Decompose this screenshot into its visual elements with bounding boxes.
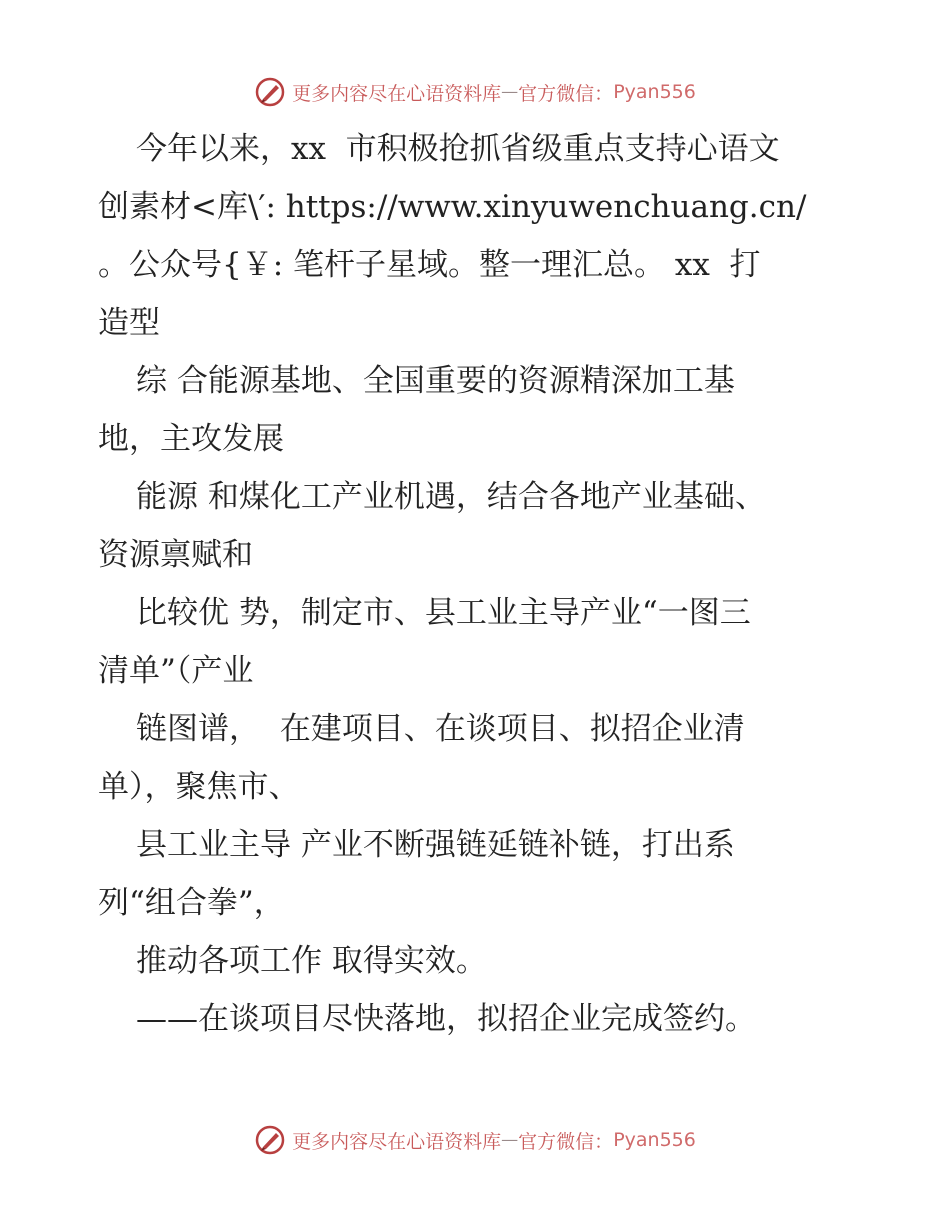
paragraph-line: 。公众号{￥: 笔杆子星域。整一理汇总。 xx 打 <box>98 247 761 283</box>
banner-separator: — <box>501 1130 519 1150</box>
paragraph-line: 地，主攻发展 <box>98 421 284 457</box>
document-body <box>98 120 858 1048</box>
paragraph-line: 综 合能源基地、全国重要的资源精深加工基 <box>136 363 735 399</box>
paragraph-line: 列“组合拳”， <box>98 885 285 921</box>
footer-watermark-banner <box>0 1120 950 1160</box>
header-watermark-banner <box>0 72 950 112</box>
banner-wechat-label: 官方微信： <box>518 1130 614 1153</box>
banner-wechat-id: Pyan556 <box>613 81 696 103</box>
paragraph-line: 清单”（产业 <box>98 653 254 689</box>
paragraph-line: 造型 <box>98 305 160 341</box>
paragraph-line: 县工业主导 产业不断强链延链补链，打出系 <box>136 827 735 863</box>
pen-logo-icon <box>254 1124 286 1156</box>
banner-wechat-id: Pyan556 <box>613 1129 696 1151</box>
paragraph-line: 单），聚焦市、 <box>98 769 300 805</box>
paragraph-line: ——在谈项目尽快落地，拟招企业完成签约。 <box>136 1001 756 1037</box>
paragraph-line: 推动各项工作 取得实效。 <box>136 943 487 979</box>
paragraph-line: 比较优 势，制定市、县工业主导产业“一图三 <box>136 595 751 631</box>
banner-separator: — <box>501 82 519 102</box>
paragraph-line: 今年以来，xx 市积极抢抓省级重点支持心语文 <box>136 131 780 167</box>
banner-text: 更多内容尽在心语资料库 <box>292 1130 502 1153</box>
paragraph-line: 能源 和煤化工产业机遇，结合各地产业基础、 <box>136 479 766 515</box>
pen-logo-icon <box>254 76 286 108</box>
banner-wechat-label: 官方微信： <box>518 82 614 105</box>
paragraph-line: 链图谱， 在建项目、在谈项目、拟招企业清 <box>136 711 745 747</box>
paragraph-line: 创素材<库\′: https://www.xinyuwenchuang.cn/ <box>98 189 807 225</box>
banner-text: 更多内容尽在心语资料库 <box>292 82 502 105</box>
paragraph-line: 资源禀赋和 <box>98 537 253 573</box>
